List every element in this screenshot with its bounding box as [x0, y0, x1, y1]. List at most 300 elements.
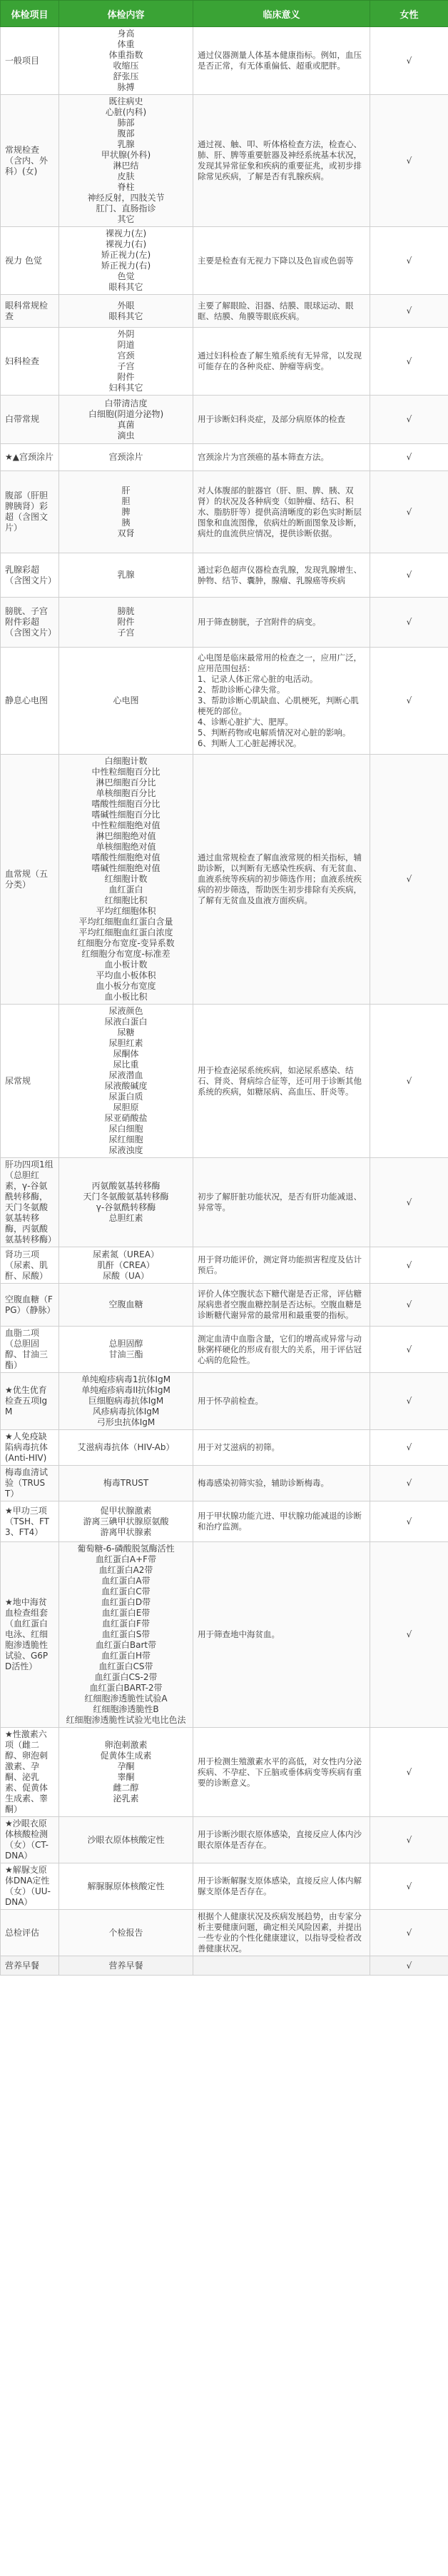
clinical-meaning-cell — [193, 1005, 370, 1158]
exam-content-cell — [59, 1430, 193, 1466]
clinical-meaning-cell-line: 通过妇科检查了解生殖系统有无异常，以发现可能存在的各种炎症、肿瘤等病变。 — [198, 351, 362, 371]
exam-content-cell-line: 尿酸（UA） — [103, 1270, 149, 1281]
clinical-meaning-cell-line: 主要了解眼睑、泪器、结膜、眼球运动、眼眶、结膜、角膜等眼底疾病。 — [198, 300, 354, 321]
clinical-meaning-cell — [193, 95, 370, 227]
exam-content-cell-line: 单纯疱疹病毒II抗体IgM — [81, 1385, 170, 1395]
exam-project-cell-line: 一般项目 — [5, 55, 40, 66]
female-check-cell — [370, 1817, 448, 1863]
female-check-cell — [370, 328, 448, 396]
header-content: 体检内容 — [59, 1, 193, 27]
exam-content-cell-line: 色觉 — [117, 271, 135, 281]
exam-project-cell — [1, 1430, 59, 1466]
exam-content-cell-line: 血红蛋白E带 — [101, 1608, 151, 1618]
exam-content-cell-line: 血红蛋白F带 — [102, 1619, 150, 1629]
clinical-meaning-cell — [193, 471, 370, 553]
check-mark-icon: √ — [406, 1075, 412, 1086]
exam-content-cell — [59, 1817, 193, 1863]
female-check-cell — [370, 444, 448, 471]
female-check-cell — [370, 1728, 448, 1817]
female-check-cell — [370, 1327, 448, 1373]
exam-content-cell-line: 巨细胞病毒抗体IgM — [88, 1396, 164, 1406]
exam-content-cell-line: 中性粒细胞绝对值 — [91, 820, 161, 830]
exam-content-cell-line: 游离三碘甲状腺原氨酸 — [83, 1516, 169, 1526]
exam-content-cell-line: 乳腺 — [117, 570, 135, 580]
exam-content-cell-line: 血小板计数 — [104, 960, 148, 970]
exam-content-cell-line: 嗜酸性细胞百分比 — [91, 799, 161, 809]
table-row — [1, 1327, 448, 1373]
exam-content-cell — [59, 1373, 193, 1430]
exam-content-cell-line: 血小板比积 — [104, 992, 148, 1002]
exam-content-cell-line: 沙眼衣原体核酸定性 — [87, 1834, 165, 1845]
table-row — [1, 27, 448, 95]
exam-content-cell-line: 皮肤 — [117, 171, 135, 181]
exam-content-cell-line: 尿亚硝酸盐 — [104, 1113, 148, 1123]
exam-project-cell — [1, 1863, 59, 1910]
female-check-cell — [370, 1373, 448, 1430]
female-check-cell — [370, 1247, 448, 1284]
female-check-cell — [370, 1501, 448, 1542]
check-mark-icon: √ — [406, 1442, 412, 1452]
exam-content-cell — [59, 755, 193, 1005]
exam-content-cell-line: 心电图 — [113, 695, 139, 705]
check-mark-icon: √ — [406, 506, 412, 517]
table-row — [1, 1373, 448, 1430]
exam-content-cell-line: 脉搏 — [117, 82, 135, 92]
exam-content-cell-line: 附件 — [117, 617, 135, 627]
exam-project-cell — [1, 1284, 59, 1327]
clinical-meaning-cell — [193, 1284, 370, 1327]
exam-content-cell-line: 血红蛋白A+F带 — [95, 1554, 157, 1564]
clinical-meaning-cell-line: 通过血常规检查了解血液常规的相关指标，辅助诊断，以判断有无感染性疾病、有无贫血、血液系统等疾病的初步筛选作用；血液系统疾病的初步筛选，帮助医生初步排除有关疾病，了解有无贫血及血液方面疾病。 — [198, 852, 362, 905]
exam-content-cell-line: γ-谷氨酰转移酶 — [96, 1202, 156, 1212]
exam-content-cell-line: 肺部 — [117, 118, 135, 128]
exam-content-cell-line: 游离甲状腺素 — [100, 1526, 152, 1537]
exam-project-cell-line: 常规检查（含内、外科）(女) — [5, 144, 49, 176]
exam-project-cell — [1, 471, 59, 553]
table-row — [1, 1005, 448, 1158]
header-female: 女性 — [370, 1, 448, 27]
clinical-meaning-cell-line: 通过仪器测量人体基本健康指标。例如，血压是否正常，有无体重偏低、超重或肥胖。 — [198, 50, 362, 71]
check-mark-icon: √ — [406, 1834, 412, 1845]
exam-content-cell-line: 血红蛋白C带 — [101, 1586, 151, 1596]
check-mark-icon: √ — [406, 617, 412, 627]
table-row — [1, 444, 448, 471]
exam-project-cell — [1, 1817, 59, 1863]
exam-project-cell-line: 膀胱、子宫附件彩超（含图文片） — [5, 606, 57, 638]
exam-content-cell-line: 尿胆原 — [113, 1102, 139, 1112]
exam-content-cell-line: 淋巴结 — [113, 161, 139, 171]
exam-project-cell-line: 视力 色觉 — [5, 255, 42, 266]
clinical-meaning-cell — [193, 1817, 370, 1863]
female-check-cell — [370, 755, 448, 1005]
clinical-meaning-cell — [193, 553, 370, 598]
clinical-meaning-cell-line: 心电图是临床最常用的检查之一，应用广泛，应用范围包括： — [198, 653, 362, 673]
exam-project-cell — [1, 227, 59, 295]
exam-content-cell-line: 双肾 — [117, 528, 135, 538]
exam-content-cell-line: 真菌 — [117, 419, 135, 430]
table-row — [1, 295, 448, 328]
clinical-meaning-cell — [193, 648, 370, 755]
exam-content-cell-line: 睾酮 — [117, 1772, 135, 1782]
exam-project-cell-line: 妇科检查 — [5, 356, 40, 366]
exam-content-cell — [59, 227, 193, 295]
exam-content-cell-line: 眼科其它 — [108, 282, 143, 292]
exam-project-cell-line: ★优生优育检查五项IgM — [5, 1385, 48, 1417]
exam-project-cell — [1, 1956, 59, 1976]
exam-project-cell — [1, 1158, 59, 1247]
exam-content-cell-line: 单纯疱疹病毒1抗体IgM — [81, 1374, 171, 1384]
exam-project-cell-line: 梅毒血清试验（TRUST） — [5, 1467, 49, 1499]
exam-content-cell-line: 红细胞渗透脆性试验A — [84, 1694, 168, 1704]
exam-content-cell — [59, 1158, 193, 1247]
check-mark-icon: √ — [406, 1396, 412, 1406]
exam-project-cell — [1, 648, 59, 755]
clinical-meaning-cell-line: 用于诊断解脲支原体感染，直接反应人体内解脲支原体是否存在。 — [198, 1876, 362, 1896]
exam-content-cell-line: 血红蛋白A2带 — [98, 1565, 153, 1575]
exam-content-cell-line: 平均血小板体积 — [96, 970, 156, 980]
table-row — [1, 1863, 448, 1910]
clinical-meaning-cell — [193, 227, 370, 295]
clinical-meaning-cell — [193, 1501, 370, 1542]
exam-content-cell — [59, 1956, 193, 1976]
check-mark-icon: √ — [406, 695, 412, 705]
exam-content-cell-line: 胰 — [121, 517, 131, 528]
exam-content-cell-line: 眼科其它 — [108, 311, 143, 321]
exam-content-cell-line: 营养早餐 — [108, 1960, 143, 1971]
table-row — [1, 396, 448, 444]
clinical-meaning-cell-line: 初步了解肝脏功能状况，是否有肝功能减退、异常等。 — [198, 1192, 362, 1212]
exam-content-cell-line: 单核细胞绝对值 — [96, 842, 156, 852]
exam-content-cell — [59, 1542, 193, 1728]
check-mark-icon: √ — [406, 1299, 412, 1309]
exam-content-cell-line: 卵泡刺激素 — [104, 1740, 148, 1750]
clinical-meaning-cell-line: 用于诊断妇科炎症，及部分病原体的检查 — [198, 414, 345, 424]
clinical-meaning-cell-line: 根据个人健康状况及疾病发展趋势，由专家分析主要健康问题，确定相关风险因素，并提出一些专业的个性化健康建议，以指导受检者改善健康状况。 — [198, 1911, 362, 1953]
exam-project-cell — [1, 1542, 59, 1728]
clinical-meaning-cell-line: 梅毒感染初筛实验，辅助诊断梅毒。 — [198, 1478, 329, 1488]
exam-content-cell-line: 尿液浊度 — [108, 1145, 143, 1155]
exam-project-cell — [1, 598, 59, 648]
exam-content-cell-line: 尿蛋白质 — [108, 1092, 143, 1102]
female-check-cell — [370, 1466, 448, 1501]
exam-project-cell — [1, 1501, 59, 1542]
exam-project-cell-line: 腹部（肝胆脾胰肾）彩超（含图文片） — [5, 490, 49, 533]
exam-content-cell-line: 尿红细胞 — [108, 1134, 143, 1144]
exam-content-cell-line: 血红蛋白BART-2带 — [89, 1683, 163, 1693]
exam-content-cell-line: 天门冬氨酸氨基转移酶 — [83, 1192, 169, 1202]
exam-content-cell-line: 孕酮 — [117, 1761, 135, 1771]
check-mark-icon: √ — [406, 1197, 412, 1207]
exam-project-cell — [1, 1247, 59, 1284]
female-check-cell — [370, 396, 448, 444]
table-row — [1, 1284, 448, 1327]
exam-content-cell-line: 附件 — [117, 372, 135, 382]
exam-project-cell-line: ★人免疫缺陷病毒抗体(Anti-HIV) — [5, 1432, 49, 1463]
exam-content-cell-line: 体重指数 — [108, 50, 143, 60]
clinical-meaning-cell-line: 用于甲状腺功能亢进、甲状腺功能减退的诊断和治疗监测。 — [198, 1511, 362, 1531]
exam-content-cell-line: 空腹血糖 — [108, 1299, 143, 1309]
exam-project-cell — [1, 27, 59, 95]
exam-project-cell — [1, 295, 59, 328]
exam-content-cell-line: 裸视力(左) — [105, 228, 147, 238]
exam-content-cell — [59, 1247, 193, 1284]
exam-content-cell — [59, 1501, 193, 1542]
exam-content-cell-line: 总胆红素 — [108, 1213, 143, 1223]
exam-project-cell-line: 营养早餐 — [5, 1960, 40, 1971]
exam-content-cell-line: 葡萄糖-6-磷酸脱氢酶活性 — [77, 1544, 175, 1554]
check-mark-icon: √ — [406, 55, 412, 66]
exam-content-cell-line: 矫正视力(右) — [101, 261, 151, 271]
header-meaning: 临床意义 — [193, 1, 370, 27]
clinical-meaning-cell — [193, 1247, 370, 1284]
exam-project-cell-line: 血脂二项（总胆固醇、甘油三酯） — [5, 1328, 49, 1370]
exam-content-cell — [59, 471, 193, 553]
clinical-meaning-cell-line: 主要是检查有无视力下降以及色盲或色弱等 — [198, 255, 354, 266]
check-mark-icon: √ — [406, 255, 412, 266]
check-mark-icon: √ — [406, 874, 412, 884]
exam-content-cell-line: 尿胆红素 — [108, 1038, 143, 1048]
exam-project-cell-line: ★性激素六项（雌二醇、卵泡刺激素、孕酮、泌乳素、促黄体生成素、睾酮） — [5, 1729, 49, 1814]
exam-content-cell-line: 中性粒细胞百分比 — [91, 767, 161, 777]
exam-content-cell-line: 血红蛋白S带 — [101, 1629, 151, 1639]
exam-content-cell-line: 子宫 — [117, 628, 135, 638]
clinical-meaning-cell-line: 用于肾功能评价，测定肾功能损害程度及估计预后。 — [198, 1254, 362, 1275]
exam-content-cell-line: 艾滋病毒抗体（HIV-Ab） — [77, 1442, 175, 1452]
exam-content-cell-line: 血红蛋白A带 — [101, 1576, 151, 1586]
female-check-cell — [370, 1284, 448, 1327]
exam-content-cell-line: 血红蛋白D带 — [101, 1597, 151, 1607]
clinical-meaning-cell — [193, 396, 370, 444]
table-row — [1, 1728, 448, 1817]
clinical-meaning-cell — [193, 27, 370, 95]
clinical-meaning-cell-line: 用于筛查膀胱，子宫附件的病变。 — [198, 617, 321, 627]
clinical-meaning-cell-line: 评价人体空腹状态下糖代谢是否正常，评估糖尿病患者空腹血糖控制是否达标。空腹血糖是诊断糖代谢异常的最常用和最重要的指标。 — [198, 1289, 362, 1320]
clinical-meaning-cell — [193, 328, 370, 396]
exam-content-cell-line: 体重 — [117, 39, 135, 49]
clinical-meaning-cell-line: 通过视、触、叩、听体格检查方法，检查心、肺、肝、脾等重要脏器及神经系统基本状况，发现其异常征象和疾病的重要征兆，或初步排除常见疾病，了解是否有乳腺疾病。 — [198, 139, 362, 181]
exam-content-cell-line: 红细胞分布宽度-变异系数 — [77, 938, 175, 948]
female-check-cell — [370, 1430, 448, 1466]
clinical-meaning-cell-line: 通过彩色超声仪器检查乳腺，发现乳腺增生、肿物、结节、囊肿，腺瘤、乳腺癌等疾病 — [198, 564, 362, 585]
clinical-meaning-cell-line: 1、记录人体正常心脏的电活动。 — [198, 674, 318, 684]
exam-content-cell — [59, 1728, 193, 1817]
exam-content-cell-line: 红细胞分布宽度-标准差 — [81, 949, 170, 959]
exam-content-cell-line: 血红蛋白Bart带 — [95, 1640, 157, 1650]
clinical-meaning-cell — [193, 1728, 370, 1817]
exam-content-cell — [59, 295, 193, 328]
exam-content-cell-line: 阴道 — [117, 340, 135, 350]
check-mark-icon: √ — [406, 1927, 412, 1938]
exam-content-cell-line: 平均红细胞血红蛋白浓度 — [78, 927, 173, 937]
table-row — [1, 1158, 448, 1247]
exam-content-cell-line: 尿液颜色 — [108, 1006, 143, 1016]
exam-content-cell-line: 平均红细胞体积 — [96, 906, 156, 916]
exam-content-cell-line: 丙氨酸氨基转移酶 — [91, 1181, 161, 1191]
exam-content-cell-line: 白细胞(阴道分泌物) — [88, 408, 164, 419]
exam-project-cell-line: ★解脲支原体DNA定性（女）（UU-DNA） — [5, 1865, 51, 1907]
exam-content-cell-line: 淋巴细胞绝对值 — [96, 831, 156, 841]
clinical-meaning-cell-line: 5、判断药物或电解质情况对心脏的影响。 — [198, 728, 351, 738]
check-mark-icon: √ — [406, 1344, 412, 1354]
exam-content-cell — [59, 1005, 193, 1158]
table-row — [1, 328, 448, 396]
check-mark-icon: √ — [406, 1629, 412, 1639]
exam-content-cell-line: 妇科其它 — [108, 383, 143, 393]
clinical-meaning-cell — [193, 444, 370, 471]
exam-content-cell — [59, 598, 193, 648]
exam-content-cell-line: 肝 — [121, 485, 131, 495]
clinical-meaning-cell — [193, 295, 370, 328]
female-check-cell — [370, 598, 448, 648]
exam-content-cell-line: 其它 — [117, 214, 135, 224]
exam-content-cell-line: 泌乳素 — [113, 1793, 139, 1803]
exam-project-cell-line: ★沙眼衣原体核酸检测（女）（CT-DNA） — [5, 1818, 49, 1861]
exam-project-cell-line: 空腹血糖（FPG）（静脉） — [5, 1294, 56, 1315]
clinical-meaning-cell-line: 3、帮助诊断心肌缺血、心肌梗死，判断心肌梗死的部位。 — [198, 695, 359, 716]
exam-content-cell-line: 血红蛋白CS带 — [98, 1661, 153, 1671]
exam-project-cell — [1, 755, 59, 1005]
table-row — [1, 1466, 448, 1501]
female-check-cell — [370, 553, 448, 598]
female-check-cell — [370, 295, 448, 328]
exam-content-cell-line: 尿糖 — [117, 1027, 135, 1037]
clinical-meaning-cell — [193, 598, 370, 648]
exam-content-cell-line: 红细胞渗透脆性试验光电比色法 — [66, 1715, 186, 1725]
clinical-meaning-cell — [193, 1327, 370, 1373]
exam-content-cell-line: 梅毒TRUST — [103, 1478, 149, 1488]
exam-project-cell — [1, 95, 59, 227]
exam-content-cell-line: 总胆固醇 — [108, 1339, 143, 1349]
exam-content-cell-line: 乳腺 — [117, 139, 135, 149]
exam-project-cell-line: 白带常规 — [5, 414, 40, 424]
exam-content-cell-line: 心脏(内科) — [105, 107, 147, 117]
exam-project-cell-line: 肾功三项（尿素、肌酐、尿酸） — [5, 1249, 49, 1281]
clinical-meaning-cell — [193, 1956, 370, 1976]
exam-content-cell — [59, 444, 193, 471]
clinical-meaning-cell — [193, 1542, 370, 1728]
exam-content-cell-line: 解脲脲原体核酸定性 — [87, 1881, 165, 1891]
exam-project-cell-line: 尿常规 — [5, 1075, 31, 1086]
check-mark-icon: √ — [406, 1881, 412, 1891]
exam-content-cell-line: 红细胞比积 — [104, 895, 148, 905]
table-row — [1, 1501, 448, 1542]
exam-content-cell-line: 舒张压 — [113, 71, 139, 81]
female-check-cell — [370, 95, 448, 227]
check-mark-icon: √ — [406, 306, 412, 316]
exam-content-cell-line: 既往病史 — [108, 96, 143, 106]
clinical-meaning-cell-line: 用于筛查地中海贫血。 — [198, 1629, 280, 1639]
exam-project-cell — [1, 553, 59, 598]
exam-project-cell — [1, 1910, 59, 1956]
exam-project-cell-line: ★▲宫颈涂片 — [5, 452, 54, 462]
exam-project-cell — [1, 1373, 59, 1430]
exam-content-cell-line: 矫正视力(左) — [101, 250, 151, 260]
exam-content-cell — [59, 328, 193, 396]
female-check-cell — [370, 1158, 448, 1247]
exam-content-cell — [59, 1863, 193, 1910]
exam-content-cell-line: 外眼 — [117, 300, 135, 311]
exam-content-cell — [59, 27, 193, 95]
exam-content-cell-line: 裸视力(右) — [105, 239, 147, 249]
clinical-meaning-cell-line: 用于检查泌尿系统疾病，如泌尿系感染、结石、肾炎、肾病综合征等，还可用于诊断其他系统的疾病，如糖尿病、高血压、肝炎等。 — [198, 1065, 362, 1097]
exam-project-cell — [1, 1327, 59, 1373]
exam-content-cell-line: 神经反射，四肢关节 — [87, 193, 165, 203]
exam-content-cell-line: 雌二醇 — [113, 1783, 139, 1793]
female-check-cell — [370, 648, 448, 755]
exam-content-cell-line: 尿液白蛋白 — [104, 1017, 148, 1027]
header-project: 体检项目 — [1, 1, 59, 27]
table-row — [1, 95, 448, 227]
exam-project-cell-line: ★地中海贫血检查组套（血红蛋白电泳、红细胞渗透脆性试验、G6PD活性） — [5, 1597, 49, 1671]
exam-content-cell — [59, 95, 193, 227]
exam-project-cell-line: 静息心电图 — [5, 695, 49, 705]
exam-content-cell-line: 尿液潜血 — [108, 1070, 143, 1080]
check-mark-icon: √ — [406, 1478, 412, 1488]
clinical-meaning-cell-line: 4、诊断心脏扩大、肥厚。 — [198, 717, 293, 727]
exam-content-cell-line: 个检报告 — [108, 1927, 143, 1938]
female-check-cell — [370, 227, 448, 295]
table-row — [1, 1956, 448, 1976]
exam-content-cell-line: 甘油三酯 — [108, 1349, 143, 1359]
check-mark-icon: √ — [406, 356, 412, 366]
clinical-meaning-cell — [193, 1910, 370, 1956]
exam-content-cell-line: 红细胞计数 — [104, 874, 148, 884]
exam-content-cell — [59, 648, 193, 755]
table-row — [1, 648, 448, 755]
exam-content-cell-line: 促黄体生成素 — [100, 1751, 152, 1761]
clinical-meaning-cell-line: 对人体腹部的脏器官（肝、胆、脾、胰、双肾）的状况及各种病变（如肿瘤、结石、积水、脂肪肝等）提供高清晰度的彩色实时断层图象和血流图像，依病灶的断面图象及诊断，病灶的血流供应情况，提供诊断依据。 — [198, 485, 362, 538]
clinical-meaning-cell — [193, 1373, 370, 1430]
exam-content-cell-line: 淋巴细胞百分比 — [96, 778, 156, 788]
exam-project-cell — [1, 444, 59, 471]
exam-content-cell-line: 脊柱 — [117, 182, 135, 192]
exam-content-cell-line: 肌酐（CREA） — [97, 1259, 155, 1270]
clinical-meaning-cell — [193, 1863, 370, 1910]
exam-project-cell — [1, 396, 59, 444]
exam-content-cell-line: 白带清洁度 — [104, 398, 148, 408]
clinical-meaning-cell-line: 用于对艾滋病的初筛。 — [198, 1442, 280, 1452]
check-mark-icon: √ — [406, 155, 412, 166]
exam-project-cell-line: 总检评估 — [5, 1927, 40, 1938]
exam-content-cell-line: 尿酮体 — [113, 1049, 139, 1059]
exam-content-cell-line: 滴虫 — [117, 430, 135, 441]
table-row — [1, 1542, 448, 1728]
exam-content-cell-line: 风疹病毒抗体IgM — [92, 1407, 160, 1417]
exam-content-cell — [59, 1327, 193, 1373]
clinical-meaning-cell — [193, 755, 370, 1005]
exam-content-cell-line: 弓形虫抗体IgM — [96, 1417, 156, 1427]
check-mark-icon: √ — [406, 1259, 412, 1270]
clinical-meaning-cell — [193, 1466, 370, 1501]
clinical-meaning-cell-line: 宫颈涂片为宫颈癌的基本筛查方法。 — [198, 452, 329, 462]
clinical-meaning-cell-line: 2、帮助诊断心律失常。 — [198, 685, 285, 695]
exam-content-cell-line: 血红蛋白 — [108, 885, 143, 895]
exam-content-cell-line: 尿液酸碱度 — [104, 1081, 148, 1091]
exam-project-cell-line: 血常规（五分类） — [5, 868, 49, 890]
table-row — [1, 553, 448, 598]
exam-content-cell-line: 腹部 — [117, 129, 135, 139]
clinical-meaning-cell — [193, 1158, 370, 1247]
table-row — [1, 1910, 448, 1956]
exam-content-cell-line: 促甲状腺激素 — [100, 1505, 152, 1516]
exam-content-cell-line: 单核细胞百分比 — [96, 788, 156, 798]
exam-content-cell-line: 外阴 — [117, 329, 135, 339]
exam-content-cell — [59, 396, 193, 444]
exam-content-cell-line: 白细胞计数 — [104, 756, 148, 766]
clinical-meaning-cell-line: 用于诊断沙眼衣原体感染，直接反应人体内沙眼衣原体是否存在。 — [198, 1829, 362, 1850]
exam-content-cell-line: 尿白细胞 — [108, 1124, 143, 1134]
exam-content-cell-line: 身高 — [117, 29, 135, 39]
